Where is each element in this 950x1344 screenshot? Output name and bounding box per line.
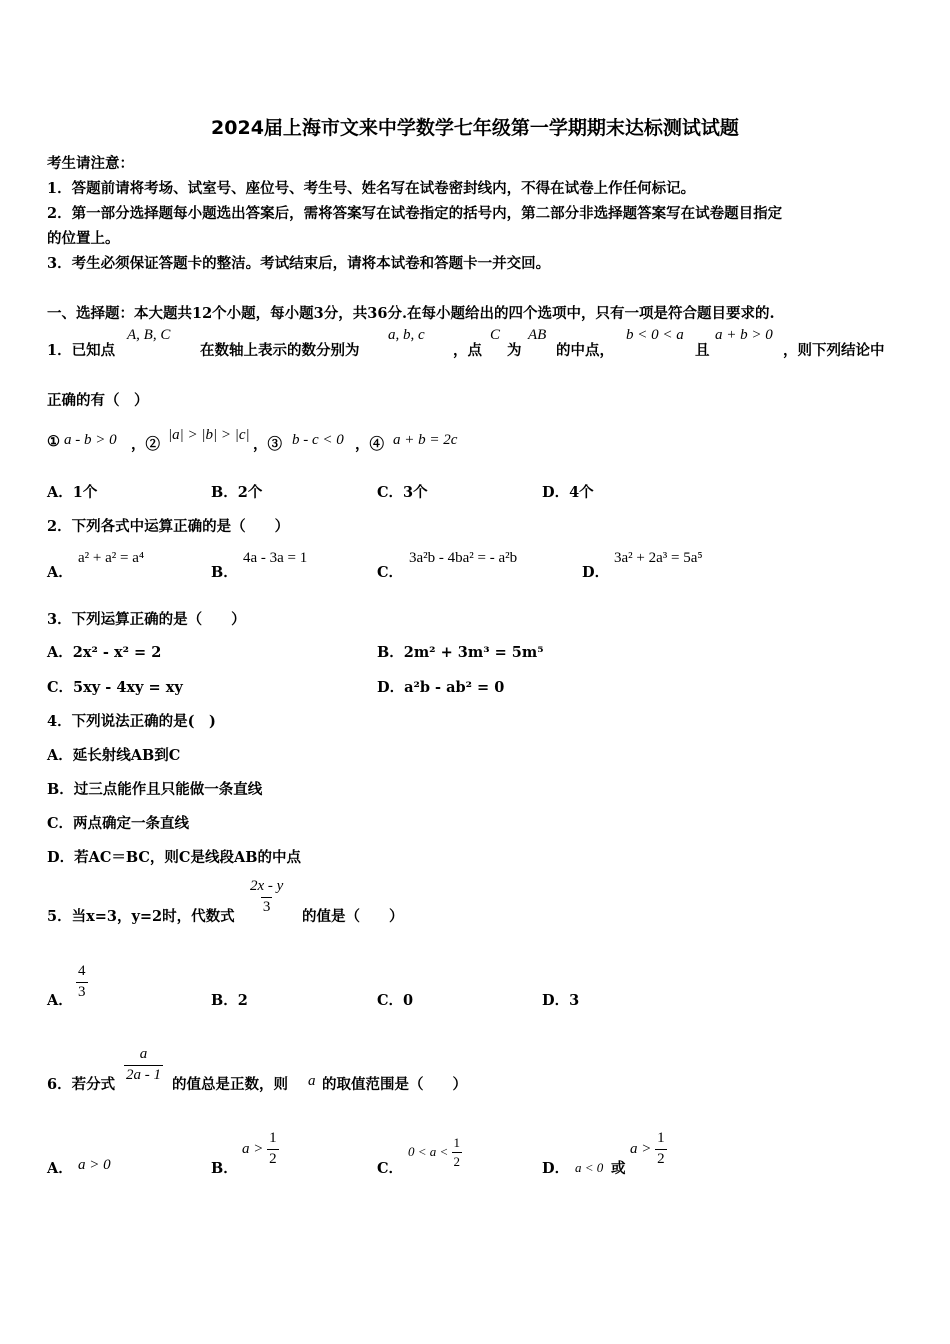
q6-option-d-part2 — [630, 1131, 667, 1168]
q5-option-a — [76, 964, 88, 1001]
q2-label-a: A． — [47, 564, 73, 581]
q3-option-a: A．2x² - x² = 2 — [47, 644, 162, 661]
q3-stem: 3．下列运算正确的是（ ） — [47, 611, 246, 628]
q5-option-a-denominator: 3 — [78, 983, 86, 1000]
q4-option-b: B．过三点能作且只能做一条直线 — [47, 781, 263, 798]
q2-label-c: C． — [377, 564, 404, 581]
q2-option-c: 3a²b - 4ba² = - a²b — [409, 550, 518, 566]
notice-item: 3．考生必须保证答题卡的整洁。考试结束后，请将本试卷和答题卡一并交回。 — [47, 255, 551, 272]
q5-option-b: B．2 — [211, 992, 248, 1009]
q5-option-c: C．0 — [377, 992, 414, 1009]
section-heading: 一、选择题：本大题共12个小题，每小题3分，共36分.在每小题给出的四个选项中，只有一项是符合题目要求的. — [47, 305, 775, 322]
q1-option-a: A．1个 — [47, 484, 98, 501]
q6-stem-2: 的值总是正数，则 — [172, 1076, 288, 1093]
q5-fraction-numerator: 2x - y — [250, 878, 284, 894]
q5-option-a-numerator: 4 — [78, 963, 86, 979]
q6-option-a: a > 0 — [78, 1157, 111, 1173]
q1-option-c: C．3个 — [377, 484, 428, 501]
q6-option-b — [242, 1131, 279, 1168]
q6-option-d-text: a > — [630, 1140, 652, 1157]
q1-stem-7: ，则下列结论中 — [783, 342, 885, 359]
q5-fraction-denominator: 3 — [262, 898, 271, 915]
q6-option-b-text: a > — [242, 1140, 264, 1157]
q6-stem-1: 6．若分式 — [47, 1076, 116, 1093]
q1-stem-4: 为 — [507, 342, 522, 359]
q6-label-c: C． — [377, 1160, 404, 1177]
q6-label-a: A． — [47, 1160, 73, 1177]
q2-stem: 2．下列各式中运算正确的是（ ） — [47, 518, 290, 535]
q1-condition-1: b < 0 < a — [626, 327, 684, 343]
q6-fraction-numerator: a — [139, 1046, 148, 1062]
q1-statement-4: a + b = 2c — [393, 432, 458, 448]
q1-stmt-marker: ，④ — [355, 436, 384, 453]
q3-option-d: D．a²b - ab² = 0 — [377, 679, 505, 696]
q1-stmt-marker: ，② — [131, 436, 160, 453]
q1-point-c: C — [490, 327, 501, 343]
q1-statement-2: |a| > |b| > |c| — [168, 427, 250, 443]
q1-stem-line2: 正确的有（ ） — [47, 392, 149, 409]
q2-option-d: 3a² + 2a³ = 5a⁵ — [614, 550, 703, 566]
q6-fraction-denominator: 2a - 1 — [126, 1066, 161, 1083]
q3-option-b: B．2m² + 3m³ = 5m⁵ — [377, 644, 544, 661]
q6-half-denominator: 2 — [269, 1150, 277, 1167]
q5-stem-2: 的值是（ ） — [302, 908, 404, 925]
q6-label-b: B． — [211, 1160, 238, 1177]
q1-statement-1: a - b > 0 — [64, 432, 117, 448]
q1-stem-3: ，点 — [453, 342, 482, 359]
page-title: 2024届上海市文来中学数学七年级第一学期期末达标测试试题 — [211, 117, 739, 139]
q4-option-c: C．两点确定一条直线 — [47, 815, 190, 832]
q1-stmt-marker: ，③ — [253, 436, 282, 453]
q6-half-numerator: 1 — [657, 1130, 665, 1146]
q2-label-b: B． — [211, 564, 238, 581]
q2-label-d: D． — [582, 564, 610, 581]
q5-fraction — [248, 879, 285, 916]
q1-condition-2: a + b > 0 — [715, 327, 773, 343]
q1-stem-2: 在数轴上表示的数分别为 — [200, 342, 360, 359]
notice-heading: 考生请注意： — [47, 155, 134, 172]
q3-option-c: C．5xy - 4xy = xy — [47, 679, 183, 696]
q1-statement-3: b - c < 0 — [292, 432, 344, 448]
q1-option-d: D．4个 — [542, 484, 594, 501]
q1-values: a, b, c — [388, 327, 425, 343]
q2-option-b: 4a - 3a = 1 — [243, 550, 308, 566]
q6-option-c — [408, 1136, 462, 1168]
notice-item: 2．第一部分选择题每小题选出答案后，需将答案写在试卷指定的括号内，第二部分非选择题答案写在试卷题目指定 — [47, 205, 783, 222]
q1-stem-5: 的中点， — [556, 342, 614, 359]
q1-option-b: B．2个 — [211, 484, 263, 501]
q6-option-d-or: 或 — [611, 1160, 626, 1177]
notice-item: 的位置上。 — [47, 230, 120, 247]
notice-item: 1．答题前请将考场、试室号、座位号、考生号、姓名写在试卷密封线内，不得在试卷上作任何标记。 — [47, 180, 696, 197]
q5-stem-1: 5．当x=3，y=2时，代数式 — [47, 908, 235, 925]
q6-label-d: D． — [542, 1160, 570, 1177]
q1-points: A, B, C — [127, 327, 171, 343]
q4-stem: 4．下列说法正确的是( ) — [47, 713, 216, 730]
q6-variable: a — [308, 1073, 316, 1089]
q2-option-a: a² + a² = a⁴ — [78, 550, 145, 566]
q5-option-d: D．3 — [542, 992, 580, 1009]
q1-stem-1: 1．已知点 — [47, 342, 116, 359]
q4-option-a: A．延长射线AB到C — [47, 747, 181, 764]
q6-option-c-text: 0 < a < — [408, 1144, 449, 1160]
q6-stem-3: 的取值范围是（ ） — [322, 1076, 467, 1093]
q1-segment-ab: AB — [528, 327, 547, 343]
q6-fraction — [124, 1047, 163, 1084]
q6-option-d-part1: a < 0 — [575, 1160, 604, 1175]
q6-half-denominator: 2 — [453, 1153, 461, 1169]
q1-stem-6: 且 — [695, 342, 710, 359]
q1-stmt-marker: ① — [47, 433, 60, 450]
q6-half-numerator: 1 — [269, 1130, 277, 1146]
q6-half-numerator: 1 — [453, 1135, 461, 1150]
q5-label-a: A． — [47, 992, 73, 1009]
q4-option-d: D．若AC＝BC，则C是线段AB的中点 — [47, 849, 301, 866]
q6-half-denominator: 2 — [657, 1150, 665, 1167]
